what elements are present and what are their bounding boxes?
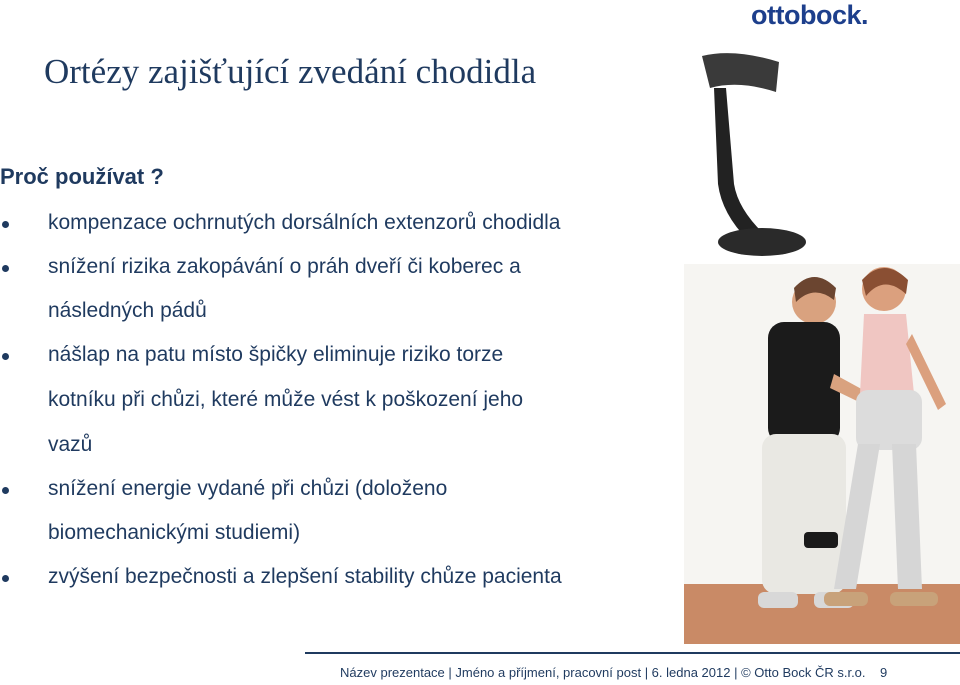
bullet-2-line-2: následných pádů — [48, 299, 207, 322]
page-number: 9 — [880, 665, 888, 680]
bullet-2-line-1: snížení rizika zakopávání o práh dveří či koberec a — [48, 255, 521, 278]
bullet-dot — [2, 265, 9, 272]
bullet-dot — [2, 353, 9, 360]
slide-title: Ortézy zajišťující zvedání chodidla — [44, 52, 537, 91]
bullet-3-line-3: vazů — [48, 433, 93, 456]
footer-rule — [305, 652, 960, 654]
bullet-3-line-2: kotníku při chůzi, které může vést k poškození jeho — [48, 388, 524, 411]
bullet-1-line-1: kompenzace ochrnutých dorsálních extenzorů chodidla — [48, 211, 561, 234]
bullet-4-line-1: snížení energie vydané při chůzi (doloženo — [48, 477, 448, 500]
ottobock-logo: ottobock. — [751, 0, 868, 30]
bullet-dot — [2, 487, 9, 494]
orthosis-photo — [684, 44, 960, 644]
bullet-dot — [2, 575, 9, 582]
ankle-foot-orthosis-icon — [702, 53, 806, 256]
footer-text: Název prezentace | Jméno a příjmení, pracovní post | 6. ledna 2012 | © Otto Bock ČR s.r.o. — [340, 665, 866, 680]
bullet-3-line-1: nášlap na patu místo špičky eliminuje riziko torze — [48, 343, 504, 366]
bullet-4-line-2: biomechanickými studiemi) — [48, 521, 301, 544]
bullet-5-line-1: zvýšení bezpečnosti a zlepšení stability chůze pacienta — [48, 565, 562, 588]
slide-subtitle: Proč používat ? — [0, 164, 164, 189]
bullet-dot — [2, 221, 9, 228]
